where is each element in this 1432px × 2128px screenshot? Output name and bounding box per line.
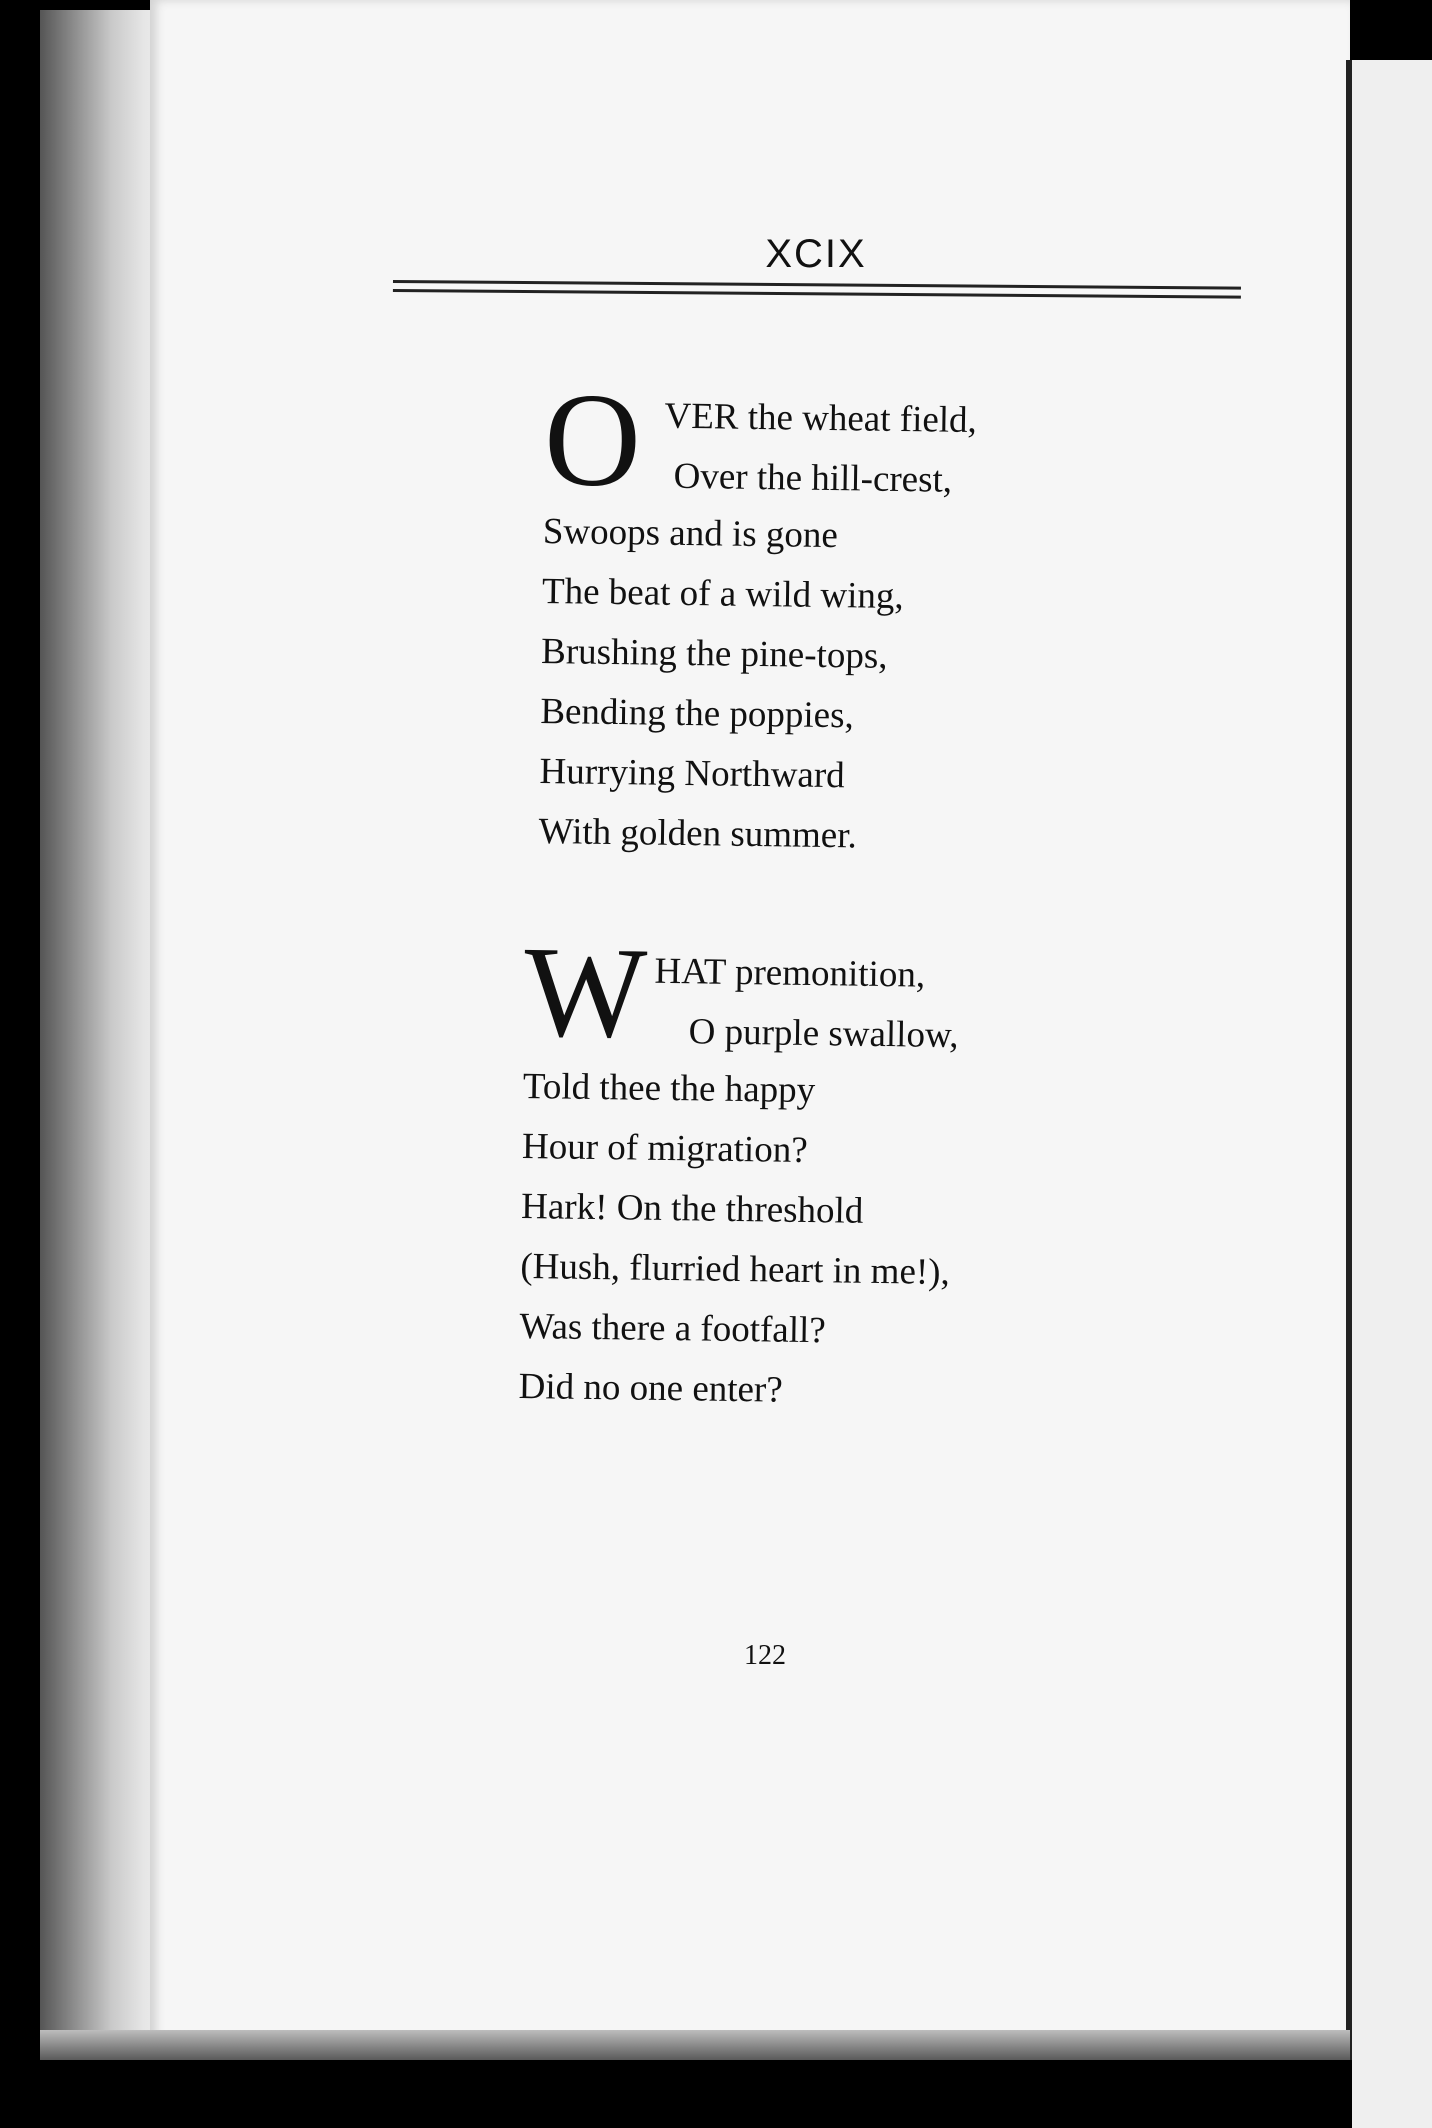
verse-line: Hark! On the threshold bbox=[520, 1185, 864, 1232]
verse-line: With golden summer. bbox=[538, 810, 858, 857]
stanza-two bbox=[518, 920, 959, 1423]
drop-cap: O bbox=[543, 365, 642, 515]
verse-line: Told thee the happy bbox=[522, 1065, 816, 1112]
verse-line: Bending the poppies, bbox=[540, 690, 855, 737]
verse-line: Swoops and is gone bbox=[542, 510, 839, 557]
verse-line: HAT premonition, bbox=[654, 950, 926, 996]
stanza-one bbox=[538, 365, 978, 867]
bottom-shadow bbox=[40, 2030, 1350, 2060]
verse-line: Did no one enter? bbox=[518, 1365, 784, 1411]
drop-cap: W bbox=[523, 920, 648, 1066]
gutter-shadow bbox=[1346, 60, 1352, 2060]
verse-line: Brushing the pine-tops, bbox=[540, 630, 888, 677]
verse-line: O purple swallow, bbox=[688, 1011, 959, 1057]
verse-line: Hour of migration? bbox=[521, 1125, 808, 1171]
verse-line: (Hush, flurried heart in me!), bbox=[520, 1245, 951, 1293]
verse-line: VER the wheat field, bbox=[664, 395, 978, 442]
verse-line: Was there a footfall? bbox=[519, 1305, 827, 1352]
verse-line: The beat of a wild wing, bbox=[541, 570, 904, 618]
next-page-edge bbox=[1352, 60, 1432, 2128]
verse-line: Hurrying Northward bbox=[539, 750, 845, 797]
stanza-one-opening bbox=[543, 365, 978, 515]
page-number: 122 bbox=[744, 1640, 786, 1671]
poem-number-heading: XCIX bbox=[765, 232, 867, 276]
verse-line: Over the hill-crest, bbox=[673, 455, 953, 501]
stanza-two-opening bbox=[523, 920, 959, 1066]
